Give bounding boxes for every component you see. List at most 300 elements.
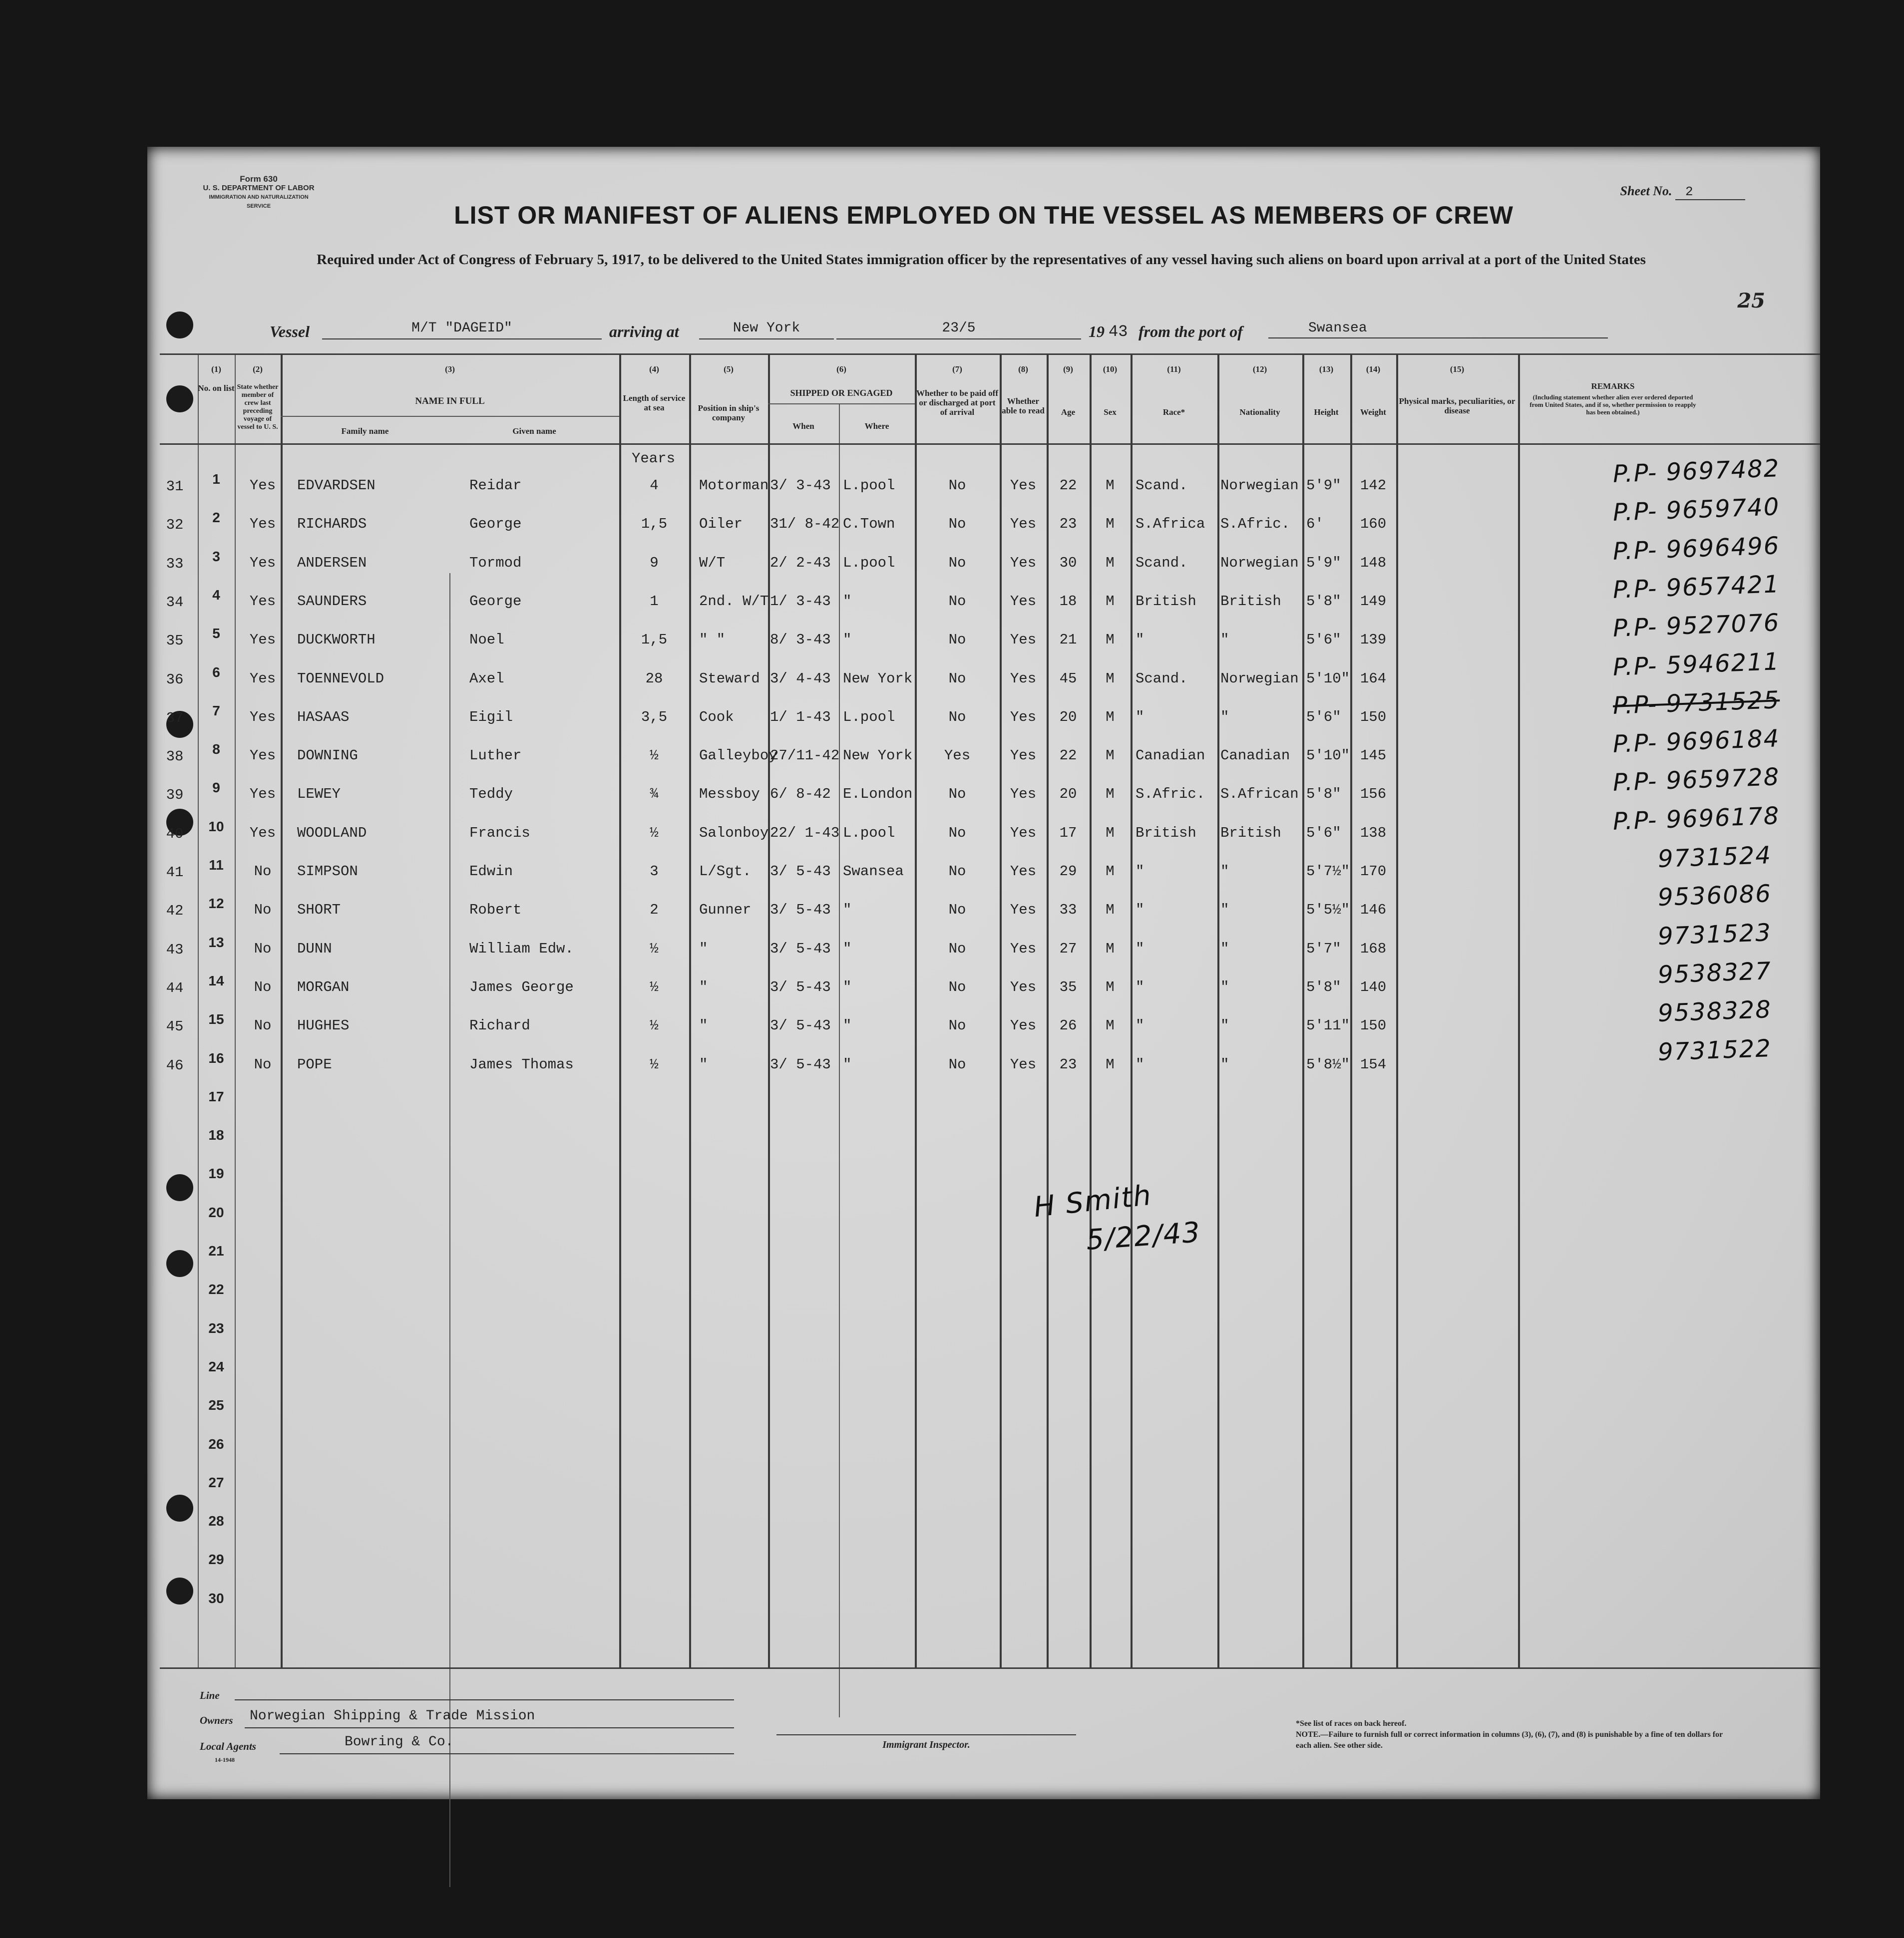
cell-when: 8/ 3-43 bbox=[770, 632, 831, 648]
header-where: Where bbox=[864, 421, 889, 431]
cell-service: ½ bbox=[650, 940, 659, 957]
cell-position: L/Sgt. bbox=[699, 863, 752, 880]
row-number: 19 bbox=[208, 1166, 224, 1182]
cell-given: Noel bbox=[469, 632, 504, 648]
cell-when: 1/ 3-43 bbox=[770, 593, 831, 610]
cell-read: Yes bbox=[1010, 477, 1037, 494]
cell-sex: M bbox=[1106, 670, 1115, 687]
cell-when: 3/ 5-43 bbox=[770, 940, 831, 957]
cell-read: Yes bbox=[1010, 902, 1037, 919]
cell-when: 3/ 5-43 bbox=[770, 1017, 831, 1034]
cell-when: 31/ 8-42 bbox=[770, 516, 840, 533]
cell-prev: Yes bbox=[249, 516, 276, 533]
agents-value: Bowring & Co. bbox=[345, 1734, 454, 1750]
margin-number: 45 bbox=[166, 1018, 184, 1035]
cell-paid: Yes bbox=[944, 747, 971, 764]
cell-when: 1/ 1-43 bbox=[770, 708, 831, 725]
cell-prev: Yes bbox=[249, 708, 276, 725]
cell-sex: M bbox=[1106, 593, 1115, 610]
cell-sex: M bbox=[1106, 1056, 1115, 1073]
cell-given: Luther bbox=[469, 747, 522, 764]
header-physical-marks: Physical marks, peculiarities, or disease bbox=[1399, 396, 1516, 415]
cell-weight: 148 bbox=[1360, 554, 1387, 571]
row-number: 11 bbox=[209, 857, 224, 873]
cell-where: E.London bbox=[843, 786, 913, 803]
owners-label: Owners bbox=[200, 1714, 233, 1726]
col-num: (5) bbox=[724, 364, 734, 374]
years-label: Years bbox=[632, 450, 676, 467]
cell-family: DUCKWORTH bbox=[297, 632, 376, 648]
row-number: 9 bbox=[212, 780, 220, 796]
margin-number: 46 bbox=[166, 1057, 184, 1074]
cell-service: 1,5 bbox=[641, 516, 668, 533]
punch-hole bbox=[166, 312, 193, 338]
header-remarks: REMARKS bbox=[1591, 381, 1635, 391]
col-num: (6) bbox=[836, 364, 846, 374]
cell-paid: No bbox=[948, 902, 966, 919]
cell-service: 1,5 bbox=[641, 632, 668, 648]
cell-paid: No bbox=[948, 824, 966, 841]
from-port-label: from the port of bbox=[1139, 323, 1243, 340]
cell-weight: 154 bbox=[1360, 1056, 1387, 1073]
cell-prev: Yes bbox=[249, 477, 276, 494]
cell-race: S.Africa bbox=[1136, 516, 1205, 533]
cell-given: George bbox=[469, 593, 522, 610]
cell-given: Edwin bbox=[469, 863, 513, 880]
row-number: 28 bbox=[208, 1513, 224, 1529]
departure-port: Swansea bbox=[1268, 321, 1608, 338]
cell-sex: M bbox=[1106, 824, 1115, 841]
cell-height: 5'8" bbox=[1306, 786, 1341, 803]
cell-position: Oiler bbox=[699, 516, 743, 533]
cell-when: 22/ 1-43 bbox=[770, 824, 840, 841]
cell-nat: " bbox=[1220, 708, 1229, 725]
row-number: 8 bbox=[212, 741, 220, 757]
manifest-sheet bbox=[147, 147, 1820, 1799]
cell-when: 2/ 2-43 bbox=[770, 554, 831, 571]
vessel-label: Vessel bbox=[270, 323, 310, 340]
cell-prev: Yes bbox=[249, 554, 276, 571]
cell-age: 30 bbox=[1059, 554, 1077, 571]
cell-race: " bbox=[1136, 632, 1144, 648]
row-number: 22 bbox=[208, 1282, 224, 1297]
cell-weight: 168 bbox=[1360, 940, 1387, 957]
cell-paid: No bbox=[948, 1056, 966, 1073]
cell-height: 5'8" bbox=[1306, 593, 1341, 610]
cell-given: Axel bbox=[469, 670, 504, 687]
cell-service: 3,5 bbox=[641, 708, 668, 725]
cell-service: 3 bbox=[650, 863, 659, 880]
cell-given: Richard bbox=[469, 1017, 530, 1034]
row-number: 1 bbox=[212, 471, 220, 487]
cell-given: Teddy bbox=[469, 786, 513, 803]
remark-passport: P.P- 9696184 bbox=[1612, 724, 1781, 758]
header-previous-voyage: State whether member of crew last preceding voyage of vessel to U. S. bbox=[237, 383, 279, 431]
header-weight: Weight bbox=[1360, 407, 1386, 417]
cell-nat: " bbox=[1220, 1056, 1229, 1073]
cell-position: Gunner bbox=[699, 902, 752, 919]
cell-race: Scand. bbox=[1136, 554, 1188, 571]
cell-where: L.pool bbox=[843, 824, 895, 841]
cell-when: 27/11-42 bbox=[770, 747, 840, 764]
margin-number: 39 bbox=[166, 787, 184, 804]
cell-race: " bbox=[1136, 978, 1144, 995]
cell-nat: " bbox=[1220, 863, 1229, 880]
sheet-value: 2 bbox=[1675, 184, 1745, 200]
cell-where: " bbox=[843, 632, 852, 648]
row-number: 24 bbox=[208, 1358, 224, 1374]
inspector-initials: H Smith bbox=[1032, 1179, 1153, 1224]
cell-sex: M bbox=[1106, 747, 1115, 764]
cell-paid: No bbox=[948, 786, 966, 803]
cell-nat: British bbox=[1220, 824, 1281, 841]
cell-service: ½ bbox=[650, 824, 659, 841]
row-number: 18 bbox=[208, 1127, 224, 1143]
remark-passport: P.P- 9659728 bbox=[1612, 763, 1781, 797]
cell-where: " bbox=[843, 940, 852, 957]
cell-read: Yes bbox=[1010, 554, 1037, 571]
cell-prev: Yes bbox=[249, 747, 276, 764]
cell-age: 17 bbox=[1059, 824, 1077, 841]
col-num: (8) bbox=[1018, 364, 1028, 374]
cell-sex: M bbox=[1106, 554, 1115, 571]
remark-passport: P.P- 9696496 bbox=[1612, 531, 1781, 566]
cell-position: " bbox=[699, 1056, 708, 1073]
cell-where: Swansea bbox=[843, 863, 904, 880]
cell-paid: No bbox=[948, 477, 966, 494]
row-number: 21 bbox=[208, 1243, 224, 1259]
row-number: 15 bbox=[208, 1011, 224, 1027]
cell-sex: M bbox=[1106, 786, 1115, 803]
cell-race: " bbox=[1136, 902, 1144, 919]
cell-weight: 142 bbox=[1360, 477, 1387, 494]
cell-service: ½ bbox=[650, 978, 659, 995]
cell-height: 5'7½" bbox=[1306, 863, 1350, 880]
cell-age: 45 bbox=[1059, 670, 1077, 687]
cell-paid: No bbox=[948, 978, 966, 995]
header-nationality: Nationality bbox=[1239, 407, 1280, 417]
cell-family: TOENNEVOLD bbox=[297, 670, 384, 687]
header-sex: Sex bbox=[1104, 407, 1117, 417]
header-age: Age bbox=[1061, 407, 1076, 417]
cell-prev: No bbox=[254, 1017, 272, 1034]
remark-passport: 9538328 bbox=[1657, 995, 1772, 1028]
cell-given: Eigil bbox=[469, 708, 513, 725]
cell-family: HASAAS bbox=[297, 708, 350, 725]
cell-height: 5'6" bbox=[1306, 632, 1341, 648]
cell-given: William Edw. bbox=[469, 940, 574, 957]
footnote-penalty: NOTE.—Failure to furnish full or correct information in columns (3), (6), (7), and (8) is punishable by a fine of ten dollars for each alien. See other side. bbox=[1296, 1730, 1723, 1750]
cell-paid: No bbox=[948, 708, 966, 725]
cell-nat: " bbox=[1220, 632, 1229, 648]
cell-when: 3/ 4-43 bbox=[770, 670, 831, 687]
cell-age: 33 bbox=[1059, 902, 1077, 919]
cell-family: HUGHES bbox=[297, 1017, 350, 1034]
row-number: 10 bbox=[208, 818, 224, 834]
cell-family: DOWNING bbox=[297, 747, 358, 764]
cell-prev: No bbox=[254, 940, 272, 957]
cell-prev: Yes bbox=[249, 632, 276, 648]
cell-family: DUNN bbox=[297, 940, 332, 957]
cell-paid: No bbox=[948, 516, 966, 533]
cell-where: New York bbox=[843, 670, 913, 687]
cell-position: Cook bbox=[699, 708, 734, 725]
cell-age: 20 bbox=[1059, 786, 1077, 803]
margin-number: 34 bbox=[166, 594, 184, 611]
inspector-label: Immigrant Inspector. bbox=[882, 1739, 970, 1750]
cell-given: Tormod bbox=[469, 554, 522, 571]
col-num: (3) bbox=[445, 364, 455, 374]
row-number: 12 bbox=[208, 896, 224, 912]
cell-position: 2nd. W/T bbox=[699, 593, 769, 610]
cell-paid: No bbox=[948, 863, 966, 880]
remark-passport: 9731524 bbox=[1657, 841, 1772, 873]
cell-where: " bbox=[843, 902, 852, 919]
cell-height: 5'8½" bbox=[1306, 1056, 1350, 1073]
header-length-of-service: Length of service at sea bbox=[623, 393, 686, 412]
header-no-on-list: No. on list bbox=[198, 383, 235, 393]
cell-height: 5'9" bbox=[1306, 554, 1341, 571]
cell-prev: No bbox=[254, 1056, 272, 1073]
cell-weight: 139 bbox=[1360, 632, 1387, 648]
cell-paid: No bbox=[948, 554, 966, 571]
cell-prev: No bbox=[254, 978, 272, 995]
cell-sex: M bbox=[1106, 940, 1115, 957]
cell-race: British bbox=[1136, 824, 1196, 841]
row-number: 13 bbox=[208, 934, 224, 950]
cell-service: 28 bbox=[645, 670, 663, 687]
header-given-name: Given name bbox=[512, 426, 556, 436]
header-when: When bbox=[792, 421, 814, 431]
cell-race: " bbox=[1136, 863, 1144, 880]
cell-sex: M bbox=[1106, 1017, 1115, 1034]
cell-family: SIMPSON bbox=[297, 863, 358, 880]
cell-read: Yes bbox=[1010, 670, 1037, 687]
cell-nat: Canadian bbox=[1220, 747, 1290, 764]
cell-weight: 149 bbox=[1360, 593, 1387, 610]
cell-prev: No bbox=[254, 863, 272, 880]
cell-where: " bbox=[843, 593, 852, 610]
cell-sex: M bbox=[1106, 708, 1115, 725]
col-num: (13) bbox=[1319, 364, 1334, 374]
cell-height: 6' bbox=[1306, 516, 1324, 533]
cell-prev: Yes bbox=[249, 593, 276, 610]
row-number: 4 bbox=[212, 587, 220, 603]
remark-passport: P.P- 9731525 bbox=[1612, 685, 1781, 720]
cell-sex: M bbox=[1106, 902, 1115, 919]
margin-number: 44 bbox=[166, 979, 184, 996]
cell-height: 5'11" bbox=[1306, 1017, 1350, 1034]
margin-number: 37 bbox=[166, 709, 184, 726]
cell-family: SAUNDERS bbox=[297, 593, 367, 610]
margin-number: 41 bbox=[166, 864, 184, 881]
margin-number: 38 bbox=[166, 748, 184, 765]
col-num: (9) bbox=[1063, 364, 1073, 374]
arrival-date: 23/5 bbox=[836, 321, 1081, 339]
cell-age: 18 bbox=[1059, 593, 1077, 610]
cell-height: 5'7" bbox=[1306, 940, 1341, 957]
cell-position: W/T bbox=[699, 554, 726, 571]
row-number: 2 bbox=[212, 510, 220, 526]
cell-age: 23 bbox=[1059, 516, 1077, 533]
cell-weight: 160 bbox=[1360, 516, 1387, 533]
cell-weight: 146 bbox=[1360, 902, 1387, 919]
page-title: LIST OR MANIFEST OF ALIENS EMPLOYED ON THE VESSEL AS MEMBERS OF CREW bbox=[454, 201, 1514, 229]
cell-position: " bbox=[699, 1017, 708, 1034]
cell-family: LEWEY bbox=[297, 786, 341, 803]
cell-where: " bbox=[843, 978, 852, 995]
cell-service: 4 bbox=[650, 477, 659, 494]
cell-when: 3/ 5-43 bbox=[770, 902, 831, 919]
cell-race: Canadian bbox=[1136, 747, 1205, 764]
cell-age: 21 bbox=[1059, 632, 1077, 648]
cell-race: " bbox=[1136, 940, 1144, 957]
row-number: 3 bbox=[212, 548, 220, 564]
line-label: Line bbox=[200, 1689, 220, 1701]
cell-height: 5'8" bbox=[1306, 978, 1341, 995]
cell-family: MORGAN bbox=[297, 978, 350, 995]
cell-paid: No bbox=[948, 1017, 966, 1034]
cell-age: 22 bbox=[1059, 747, 1077, 764]
col-num: (14) bbox=[1366, 364, 1381, 374]
row-number: 20 bbox=[208, 1204, 224, 1220]
cell-read: Yes bbox=[1010, 1056, 1037, 1073]
cell-where: C.Town bbox=[843, 516, 895, 533]
cell-age: 22 bbox=[1059, 477, 1077, 494]
remark-passport: P.P- 9527076 bbox=[1612, 609, 1781, 643]
cell-prev: Yes bbox=[249, 824, 276, 841]
cell-age: 26 bbox=[1059, 1017, 1077, 1034]
row-number: 30 bbox=[208, 1590, 224, 1606]
col-num: (11) bbox=[1167, 364, 1181, 374]
cell-sex: M bbox=[1106, 516, 1115, 533]
margin-number: 32 bbox=[166, 517, 184, 534]
arrival-year: 43 bbox=[1109, 323, 1128, 341]
cell-nat: " bbox=[1220, 902, 1229, 919]
row-number: 14 bbox=[208, 972, 224, 988]
cell-position: Salonboy bbox=[699, 824, 769, 841]
cell-service: 2 bbox=[650, 902, 659, 919]
cell-given: James George bbox=[469, 978, 574, 995]
cell-read: Yes bbox=[1010, 824, 1037, 841]
cell-read: Yes bbox=[1010, 516, 1037, 533]
cell-given: Francis bbox=[469, 824, 530, 841]
cell-given: George bbox=[469, 516, 522, 533]
cell-where: " bbox=[843, 1056, 852, 1073]
remark-passport: P.P- 5946211 bbox=[1612, 647, 1781, 681]
arrival-port: New York bbox=[699, 321, 834, 339]
cell-height: 5'10" bbox=[1306, 670, 1350, 687]
form-number: Form 630 bbox=[240, 174, 278, 184]
cell-where: L.pool bbox=[843, 708, 895, 725]
cell-paid: No bbox=[948, 940, 966, 957]
header-able-to-read: Whether able to read bbox=[1002, 396, 1045, 415]
cell-where: L.pool bbox=[843, 554, 895, 571]
arriving-label: arriving at bbox=[609, 323, 679, 340]
inspector-date: 5/22/43 bbox=[1085, 1216, 1202, 1257]
cell-service: ½ bbox=[650, 1017, 659, 1034]
cell-read: Yes bbox=[1010, 863, 1037, 880]
cell-nat: S.Afric. bbox=[1220, 516, 1290, 533]
header-family-name: Family name bbox=[341, 426, 389, 436]
row-number: 27 bbox=[208, 1474, 224, 1490]
cell-age: 20 bbox=[1059, 708, 1077, 725]
cell-weight: 140 bbox=[1360, 978, 1387, 995]
cell-service: ½ bbox=[650, 747, 659, 764]
cell-prev: No bbox=[254, 902, 272, 919]
cell-sex: M bbox=[1106, 477, 1115, 494]
col-num: (1) bbox=[211, 364, 221, 374]
margin-number: 35 bbox=[166, 633, 184, 649]
cell-race: S.Afric. bbox=[1136, 786, 1205, 803]
margin-number: 33 bbox=[166, 555, 184, 572]
cell-read: Yes bbox=[1010, 747, 1037, 764]
cell-weight: 156 bbox=[1360, 786, 1387, 803]
header-position: Position in ship's company bbox=[698, 403, 760, 422]
year-prefix: 19 bbox=[1089, 323, 1105, 340]
cell-race: " bbox=[1136, 708, 1144, 725]
row-number: 26 bbox=[208, 1436, 224, 1452]
cell-race: Scand. bbox=[1136, 477, 1188, 494]
cell-weight: 150 bbox=[1360, 708, 1387, 725]
sheet-number bbox=[1620, 184, 1746, 200]
page-number: 25 bbox=[1737, 289, 1765, 313]
cell-age: 27 bbox=[1059, 940, 1077, 957]
cell-nat: British bbox=[1220, 593, 1281, 610]
cell-position: Steward bbox=[699, 670, 760, 687]
cell-paid: No bbox=[948, 670, 966, 687]
cell-family: ANDERSEN bbox=[297, 554, 367, 571]
cell-race: " bbox=[1136, 1056, 1144, 1073]
service-name: IMMIGRATION AND NATURALIZATION SERVICE bbox=[209, 194, 309, 209]
remark-passport: P.P- 9657421 bbox=[1612, 570, 1781, 604]
department-name: U. S. DEPARTMENT OF LABOR bbox=[203, 184, 315, 192]
cell-given: Reidar bbox=[469, 477, 522, 494]
cell-weight: 138 bbox=[1360, 824, 1387, 841]
col-num: (4) bbox=[649, 364, 659, 374]
header-remarks-note: (Including statement whether alien ever ordered deported from United States, and if so, whether permission to reapply has been obtained.) bbox=[1529, 393, 1696, 416]
header-paid-off: Whether to be paid off or discharged at port of arrival bbox=[916, 388, 998, 417]
col-num: (7) bbox=[952, 364, 962, 374]
cell-service: ¾ bbox=[650, 786, 659, 803]
cell-weight: 164 bbox=[1360, 670, 1387, 687]
cell-read: Yes bbox=[1010, 632, 1037, 648]
cell-sex: M bbox=[1106, 978, 1115, 995]
cell-when: 3/ 5-43 bbox=[770, 863, 831, 880]
cell-when: 3/ 5-43 bbox=[770, 978, 831, 995]
row-number: 6 bbox=[212, 664, 220, 680]
vessel-name: M/T "DAGEID" bbox=[322, 321, 602, 339]
cell-height: 5'5½" bbox=[1306, 902, 1350, 919]
cell-age: 23 bbox=[1059, 1056, 1077, 1073]
cell-height: 5'6" bbox=[1306, 824, 1341, 841]
cell-height: 5'10" bbox=[1306, 747, 1350, 764]
cell-given: James Thomas bbox=[469, 1056, 574, 1073]
col-num: (10) bbox=[1103, 364, 1118, 374]
cell-read: Yes bbox=[1010, 978, 1037, 995]
cell-when: 3/ 3-43 bbox=[770, 477, 831, 494]
cell-nat: Norwegian bbox=[1220, 554, 1299, 571]
cell-race: " bbox=[1136, 1017, 1144, 1034]
cell-read: Yes bbox=[1010, 1017, 1037, 1034]
row-number: 29 bbox=[208, 1552, 224, 1568]
cell-prev: Yes bbox=[249, 670, 276, 687]
cell-nat: " bbox=[1220, 1017, 1229, 1034]
cell-service: ½ bbox=[650, 1056, 659, 1073]
cell-when: 3/ 5-43 bbox=[770, 1056, 831, 1073]
cell-race: British bbox=[1136, 593, 1196, 610]
cell-race: Scand. bbox=[1136, 670, 1188, 687]
